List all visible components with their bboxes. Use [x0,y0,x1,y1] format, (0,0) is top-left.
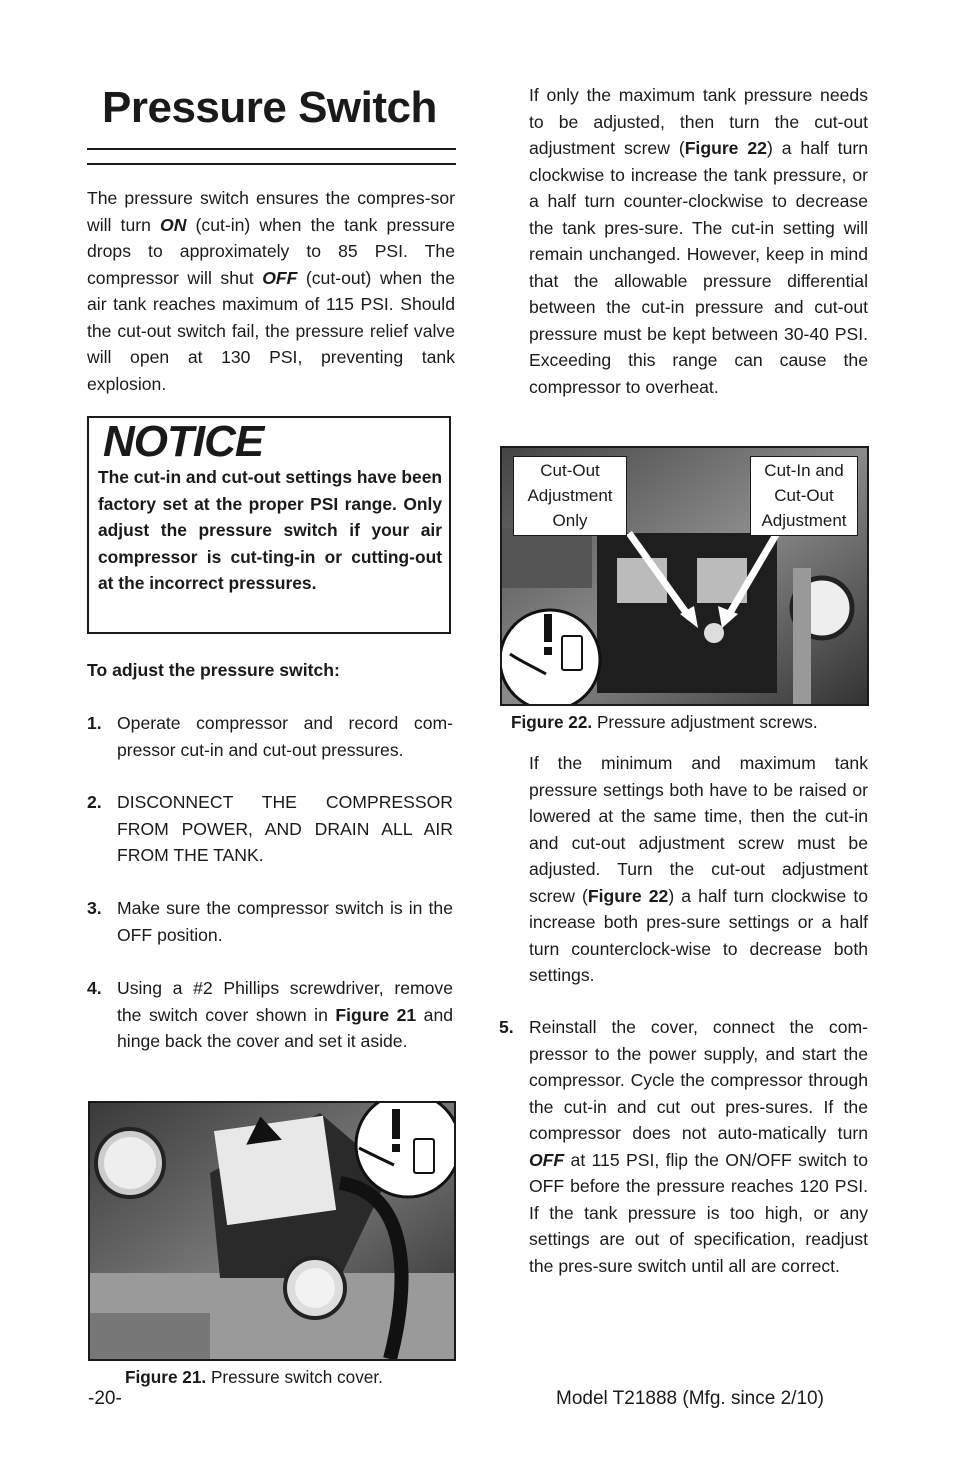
figure-22-photo [500,446,869,706]
step-text: Using a #2 Phillips screwdriver, remove the switch cover shown in Figure 21 and hinge back the cover and set it aside. [117,978,454,1051]
step-text: DISCONNECT THE COMPRESSOR FROM POWER, AND DRAIN ALL AIR FROM THE TANK. [117,792,453,865]
step-2 [87,789,453,874]
step-1 [87,710,453,770]
step-text: Make sure the compressor switch is in the OFF position. [117,898,453,945]
figure-21-caption: Figure 21. Pressure switch cover. [125,1367,383,1387]
step-text: Reinstall the cover, connect the com-pressor to the power supply, and start the compressor. Cycle the compressor through the cut-in and cut out pres-sures. If the compressor does not auto-matically turn OFF at 115 PSI, flip the ON/OFF switch to OFF before the pressure reaches 120 PSI. If the tank pressure is too high, or any settings are out of specification, readjust the pres-sure switch until all are correct. [529,1017,868,1276]
title-rule-top [87,148,456,150]
figure-21-photo [88,1101,456,1361]
step-number: 3. [87,898,102,918]
page-number: -20- [88,1388,122,1409]
step-number: 4. [87,978,102,998]
step-3 [87,895,453,955]
title-rule-bottom [87,163,456,165]
callout-cut-out-only: Cut-Out Adjustment Only [513,456,627,536]
step-5 [499,1014,868,1309]
step-number: 2. [87,792,102,812]
unplug-warning-icon [354,1103,454,1203]
step-4 [87,975,453,1085]
unplug-warning-icon [502,604,602,704]
step-text: Operate compressor and record com-pressor cut-in and cut-out pressures. [117,713,453,760]
intro-paragraph: The pressure switch ensures the compres-sor will turn ON (cut-in) when the tank pressure drops to approximately to 85 PSI. The compressor will shut OFF (cut-out) when the air tank reaches maximum of 115 PSI. Should the cut-out switch fail, the pressure relief valve will open at 130 PSI, preventing tank explosion. [87,188,456,394]
max-pressure-paragraph: If only the maximum tank pressure needs to be adjusted, then turn the cut-out adjustment screw (Figure 22) a half turn clockwise to increase the tank pressure, or a half turn counter-clockwise to decrease the tank pres-sure. The cut-in setting will remain unchanged. However, keep in mind that the allowable pressure differential between the cut-in pressure and cut-out pressure must be kept between 30-40 PSI. Exceeding this range can cause the compressor to overheat. [529,85,868,397]
notice-text: The cut-in and cut-out settings have been factory set at the proper PSI range. Only adjust the pressure switch if your air compressor is cut-ting-in or cutting-out at the incorrect pressures. [98,467,442,594]
procedure-heading: To adjust the pressure switch: [87,660,340,680]
callout-cut-in-and-cut-out: Cut-In and Cut-Out Adjustment [750,456,858,536]
notice-title: NOTICE [103,417,264,466]
step-number: 5. [499,1017,514,1037]
both-settings-paragraph: If the minimum and maximum tank pressure settings both have to be raised or lowered at the same time, then the cut-in and cut-out adjustment screw must be adjusted. Turn the cut-out adjustment screw (Figure 22) a half turn clockwise to increase both pres-sure settings or a half turn counterclock-wise to decrease both settings. [529,753,868,985]
step-number: 1. [87,713,102,733]
figure-22-caption: Figure 22. Pressure adjustment screws. [511,712,818,732]
model-footer: Model T21888 (Mfg. since 2/10) [556,1388,824,1409]
page-title: Pressure Switch [102,83,437,132]
